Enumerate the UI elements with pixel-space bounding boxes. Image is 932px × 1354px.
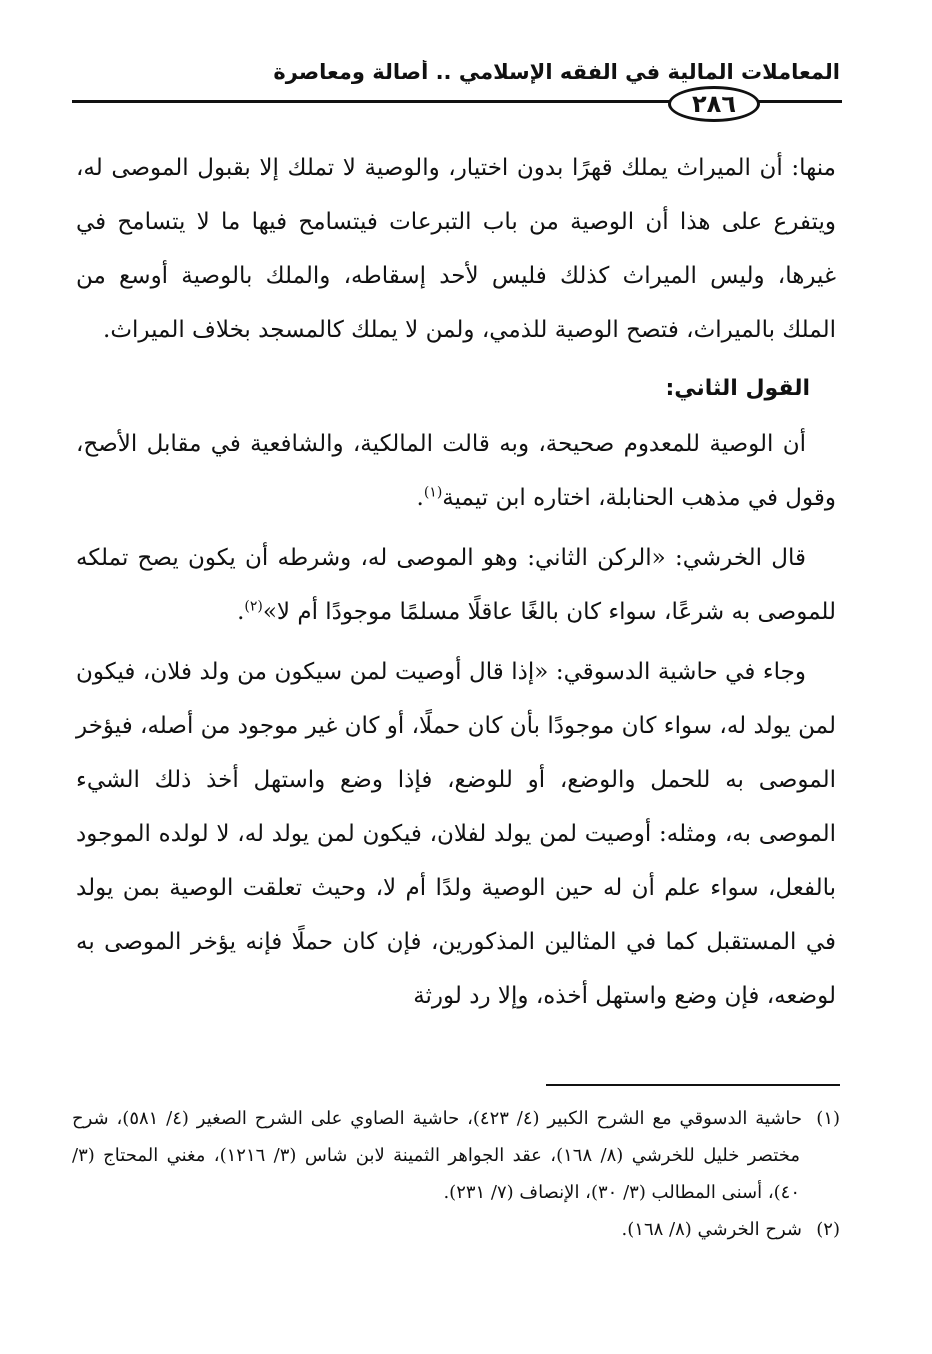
footnote-2-number: (٢) (816, 1219, 840, 1240)
footnote-2-text: شرح الخرشي (٨/ ١٦٨). (621, 1219, 802, 1240)
footnote-2 (72, 1211, 840, 1248)
footnote-ref-2[interactable]: (٢) (244, 598, 263, 615)
paragraph-3 (76, 531, 836, 639)
body-text (76, 141, 836, 1029)
paragraph-2-end: . (416, 485, 424, 511)
paragraph-3-end: . (237, 599, 245, 625)
footnote-1-text: حاشية الدسوقي مع الشرح الكبير (٤/ ٤٢٣)، حاشية الصاوي على الشرح الصغير (٤/ ٥٨١)، شرح مختصر خليل للخرشي (٨/ ١٦٨)، عقد الجواهر الثمينة لابن شاس (٣/ ١٢١٦)، مغني المحتاج (٣/ ٤٠)، أسنى المطالب (٣/ ٣٠)، الإنصاف (٧/ ٢٣١). (72, 1108, 803, 1203)
paragraph-3-text: قال الخرشي: «الركن الثاني: وهو الموصى له، وشرطه أن يكون يصح تملكه للموصى به شرعًا، سواء كان بالغًا عاقلًا مسلمًا موجودًا أم لا» (76, 545, 836, 625)
paragraph-1: منها: أن الميراث يملك قهرًا بدون اختيار، والوصية لا تملك إلا بقبول الموصى له، ويتفرع على هذا أن الوصية من باب التبرعات فيتسامح فيها ما لا يتسامح في غيرها، وليس الميراث كذلك فليس لأحد إسقاطه، والملك بالوصية أوسع من الملك بالميراث، فتصح الوصية للذمي، ولمن لا يملك كالمسجد بخلاف الميراث. (76, 155, 836, 343)
page-number-badge: ٢٨٦ (668, 86, 760, 122)
paragraph-2 (76, 417, 836, 525)
footnote-1 (72, 1100, 840, 1211)
running-header-title: المعاملات المالية في الفقه الإسلامي .. أصالة ومعاصرة (273, 60, 840, 84)
paragraph-4: وجاء في حاشية الدسوقي: «إذا قال أوصيت لمن سيكون من ولد فلان، فيكون لمن يولد له، سواء كان موجودًا بأن كان حملًا، أو كان غير موجود من أصله، فيؤخر الموصى به للحمل والوضع، أو للوضع، فإذا وضع واستهل أخذ ذلك الشيء الموصى به، ومثله: أوصيت لمن يولد لفلان، فيكون لمن يولد له، لا لولده الموجود بالفعل، سواء علم أن له حين الوصية ولدًا أم لا، وحيث تعلقت الوصية بمن يولد في المستقبل كما في المثالين المذكورين، فإن كان حملًا فإنه يؤخر الموصى به لوضعه، فإن وضع واستهل أخذه، وإلا رد لورثة (76, 659, 836, 1009)
paragraph-2-text: أن الوصية للمعدوم صحيحة، وبه قالت المالكية، والشافعية في مقابل الأصح، وقول في مذهب الحنابلة، اختاره ابن تيمية (76, 431, 836, 511)
footnote-1-number: (١) (816, 1108, 841, 1129)
footnote-ref-1[interactable]: (١) (423, 484, 443, 501)
footnote-separator (546, 1084, 840, 1086)
section-heading: القول الثاني: (665, 376, 810, 401)
footnotes (72, 1100, 840, 1248)
